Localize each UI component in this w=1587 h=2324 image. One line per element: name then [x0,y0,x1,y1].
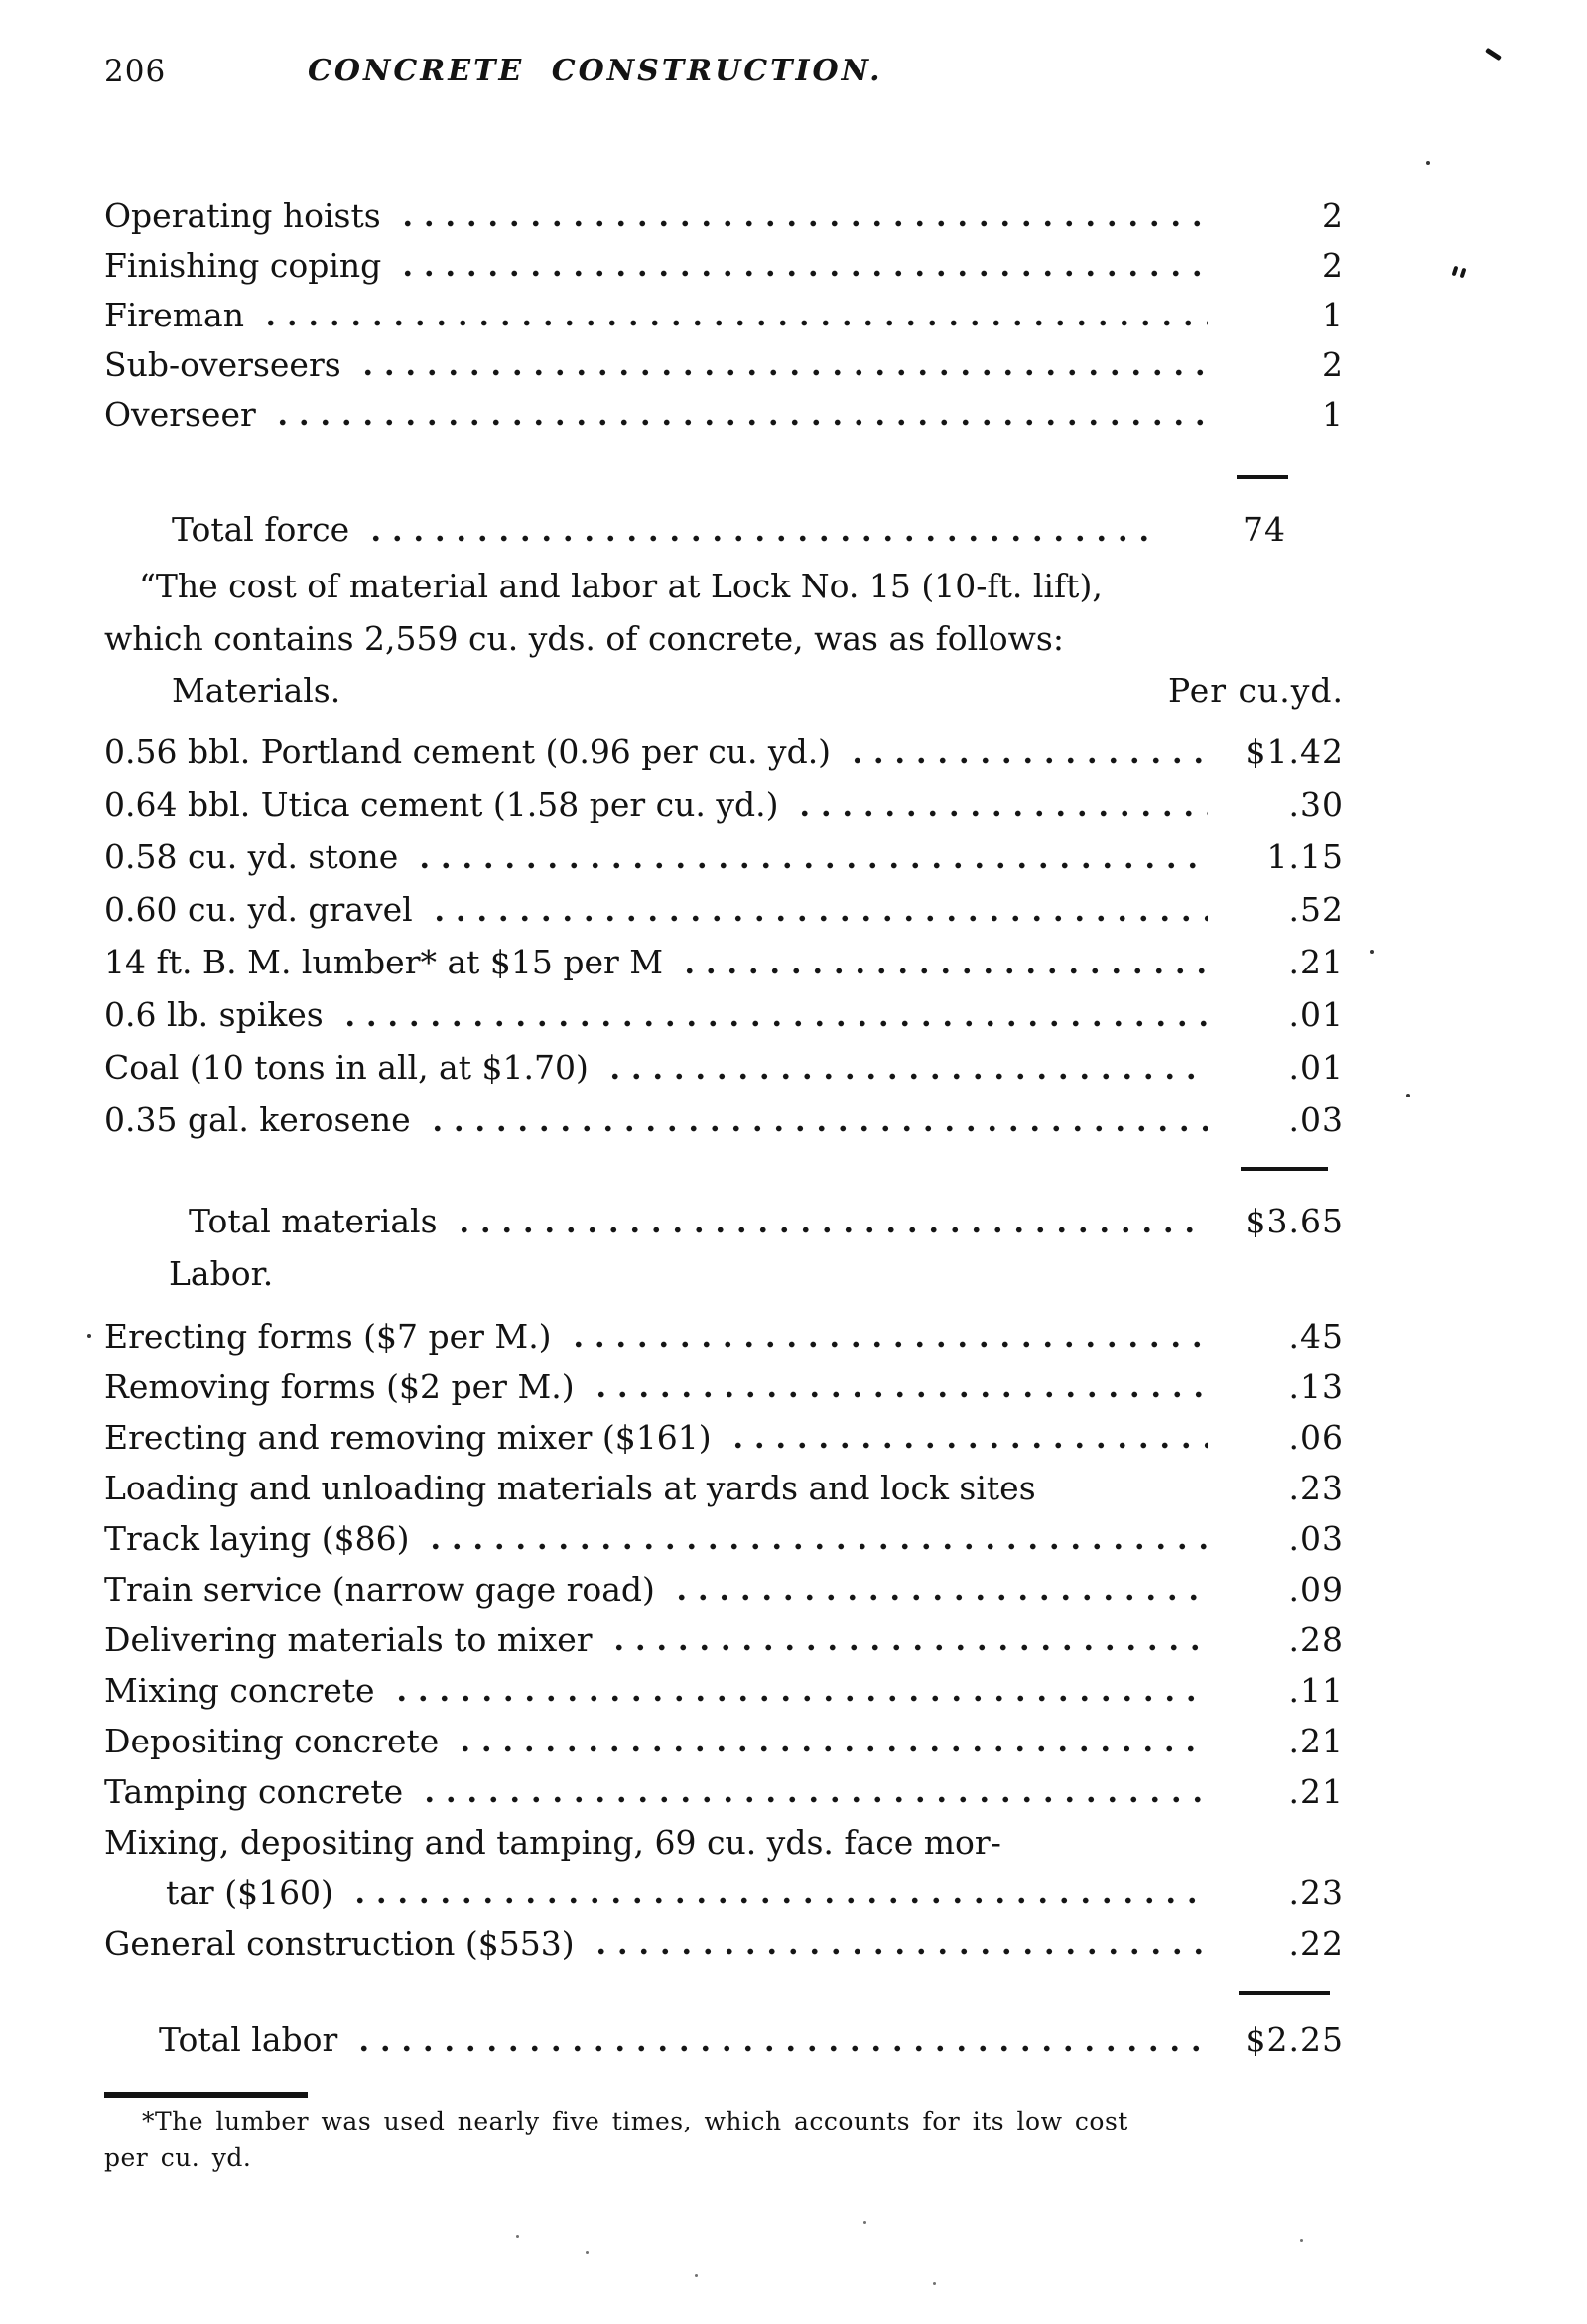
page-header [104,0,1344,99]
scan-artifact [1370,950,1374,954]
total-labor-value: $2.25 [1245,2020,1344,2059]
force-row [104,340,1344,390]
scan-artifact [695,2274,698,2277]
material-row-value: .01 [1288,1048,1344,1087]
labor-row-value: .21 [1288,1772,1344,1811]
footnote [104,2092,1344,2176]
labor-row-value: .03 [1288,1519,1344,1558]
force-row-label: Operating hoists [104,196,381,235]
total-force-row [104,503,1344,556]
total-materials-value: $3.65 [1245,1202,1344,1240]
scan-artifact [1426,161,1430,165]
material-row [104,1094,1344,1146]
material-row-value: .01 [1288,995,1344,1034]
sum-rule-line [1237,475,1288,479]
running-title: CONCRETE CONSTRUCTION. [308,54,883,88]
intro-paragraph [104,560,1344,665]
scan-artifact [1460,268,1467,279]
labor-row-label: Removing forms ($2 per M.) [104,1367,575,1406]
labor-row-label: Depositing concrete [104,1722,440,1760]
dot-leader [260,319,1208,327]
dot-leader [414,861,1208,870]
footnote-line-2: per cu. yd. [104,2143,252,2172]
force-row-value: 2 [1322,246,1344,285]
force-row-label: Finishing coping [104,246,382,285]
material-row-label: 14 ft. B. M. lumber* at $15 per M [104,943,664,981]
labor-row-value: .06 [1288,1418,1344,1457]
footnote-text [104,2103,1344,2176]
material-row [104,1041,1344,1094]
scan-artifact [87,1334,91,1338]
dot-leader [391,1694,1208,1703]
labor-row [104,1463,1344,1513]
labor-row-value: .45 [1288,1317,1344,1356]
dot-leader [591,1390,1208,1399]
material-row [104,883,1344,936]
sum-rule-line [1239,1991,1330,1995]
labor-row-label: Track laying ($86) [104,1519,410,1558]
labor-row [104,1918,1344,1969]
materials-column-headers [104,665,1344,716]
labor-row-value: .13 [1288,1367,1344,1406]
total-materials-row [104,1195,1344,1247]
material-row-value: .52 [1288,890,1344,929]
labor-row-label: General construction ($553) [104,1924,575,1963]
force-row-value: 2 [1322,196,1344,235]
labor-row-value: .11 [1288,1671,1344,1710]
dot-leader [727,1441,1208,1450]
dot-leader [794,809,1208,818]
material-row-value: $1.42 [1245,732,1344,771]
labor-row-label: Delivering materials to mixer [104,1620,593,1659]
footnote-line-1: *The lumber was used nearly five times, which accounts for its low cost [142,2107,1128,2135]
labor-force-list [104,192,1344,440]
labor-row-label: Erecting and removing mixer ($161) [104,1418,712,1457]
labor-row-value: .09 [1288,1570,1344,1609]
intro-line-2: which contains 2,559 cu. yds. of concrete, was as follows: [104,619,1064,658]
dot-leader [397,219,1208,228]
material-row-label: 0.35 gal. kerosene [104,1100,411,1139]
labor-row [104,1412,1344,1463]
material-row [104,831,1344,883]
labor-row-value: .22 [1288,1924,1344,1963]
labor-row [104,1311,1344,1361]
page-content [104,0,1344,2176]
labor-row [104,1766,1344,1817]
labor-row-label: Loading and unloading materials at yards and lock sites [104,1469,1036,1507]
labor-row-label: Mixing concrete [104,1671,375,1710]
labor-row-wrapped-line-1: Mixing, depositing and tamping, 69 cu. yds. face mor- [104,1823,1001,1862]
labor-row-label: Tamping concrete [104,1772,404,1811]
dot-leader [419,1795,1208,1804]
labor-row-value: .28 [1288,1620,1344,1659]
sum-rule [104,1154,1344,1184]
dot-leader [679,967,1208,975]
dot-leader [427,1124,1208,1133]
material-row [104,778,1344,831]
materials-heading: Materials. [172,671,341,710]
labor-table [104,1311,1344,1817]
scan-artifact [586,2251,589,2254]
dot-leader [591,1947,1208,1956]
material-row-label: 0.64 bbl. Utica cement (1.58 per cu. yd.) [104,785,779,824]
labor-row-value: .23 [1288,1469,1344,1507]
material-row-label: 0.58 cu. yd. stone [104,838,399,876]
labor-heading: Labor. [169,1254,274,1293]
force-row-label: Sub-overseers [104,345,341,384]
scan-artifact [1485,48,1502,61]
material-row-label: 0.6 lb. spikes [104,995,324,1034]
dot-leader [568,1340,1208,1349]
dot-leader [349,1896,1208,1905]
total-force-label: Total force [172,510,350,549]
dot-leader [397,269,1208,278]
dot-leader [353,2044,1208,2053]
labor-row [104,1716,1344,1766]
scan-artifact [1300,2239,1303,2242]
footnote-rule [104,2092,308,2098]
scan-artifact [516,2235,519,2238]
force-row-value: 1 [1322,395,1344,434]
per-cu-yd-header: Per cu.yd. [1168,671,1344,710]
dot-leader [604,1072,1208,1081]
scan-artifact [1406,1094,1410,1097]
scan-artifact [933,2282,936,2285]
material-row-value: .30 [1288,785,1344,824]
page-number: 206 [104,54,167,89]
total-force-value: 74 [1243,510,1286,549]
labor-row-value: .21 [1288,1722,1344,1760]
labor-row [104,1564,1344,1614]
material-row [104,988,1344,1041]
labor-row [104,1665,1344,1716]
labor-row-label: tar ($160) [166,1873,333,1912]
total-labor-label: Total labor [159,2020,338,2059]
dot-leader [455,1744,1208,1753]
material-row-value: 1.15 [1266,838,1344,876]
dot-leader [847,756,1208,765]
material-row-value: .21 [1288,943,1344,981]
sum-rule [104,461,1344,493]
force-row [104,192,1344,241]
dot-leader [425,1542,1208,1551]
force-row-label: Fireman [104,296,244,334]
dot-leader [454,1226,1208,1234]
material-row [104,725,1344,778]
labor-row [104,1361,1344,1412]
force-row-value: 2 [1322,345,1344,384]
dot-leader [608,1643,1208,1652]
intro-line-1: “The cost of material and labor at Lock No. 15 (10-ft. lift), [139,567,1103,605]
dot-leader [272,418,1208,427]
materials-table [104,725,1344,1146]
labor-row [104,1513,1344,1564]
total-materials-label: Total materials [189,1202,438,1240]
force-row [104,241,1344,291]
scan-artifact [1452,266,1459,277]
material-row-value: .03 [1288,1100,1344,1139]
scan-artifact [863,2221,866,2224]
dot-leader [671,1593,1208,1602]
force-row-label: Overseer [104,395,256,434]
labor-row-label: Train service (narrow gage road) [104,1570,655,1609]
force-row [104,291,1344,340]
dot-leader [357,368,1208,377]
material-row-label: 0.60 cu. yd. gravel [104,890,413,929]
sum-rule-line [1241,1167,1328,1171]
dot-leader [429,914,1208,923]
material-row-label: 0.56 bbl. Portland cement (0.96 per cu. yd.) [104,732,832,771]
labor-row-wrapped-line-2 [104,1868,1344,1918]
sum-rule [104,1978,1344,2007]
force-row-value: 1 [1322,296,1344,334]
force-row [104,390,1344,440]
material-row-label: Coal (10 tons in all, at $1.70) [104,1048,589,1087]
labor-row [104,1614,1344,1665]
labor-row-value: .23 [1288,1873,1344,1912]
total-labor-row [104,2013,1344,2066]
dot-leader [339,1019,1208,1028]
material-row [104,936,1344,988]
dot-leader [365,534,1150,543]
labor-row-label: Erecting forms ($7 per M.) [104,1317,552,1356]
